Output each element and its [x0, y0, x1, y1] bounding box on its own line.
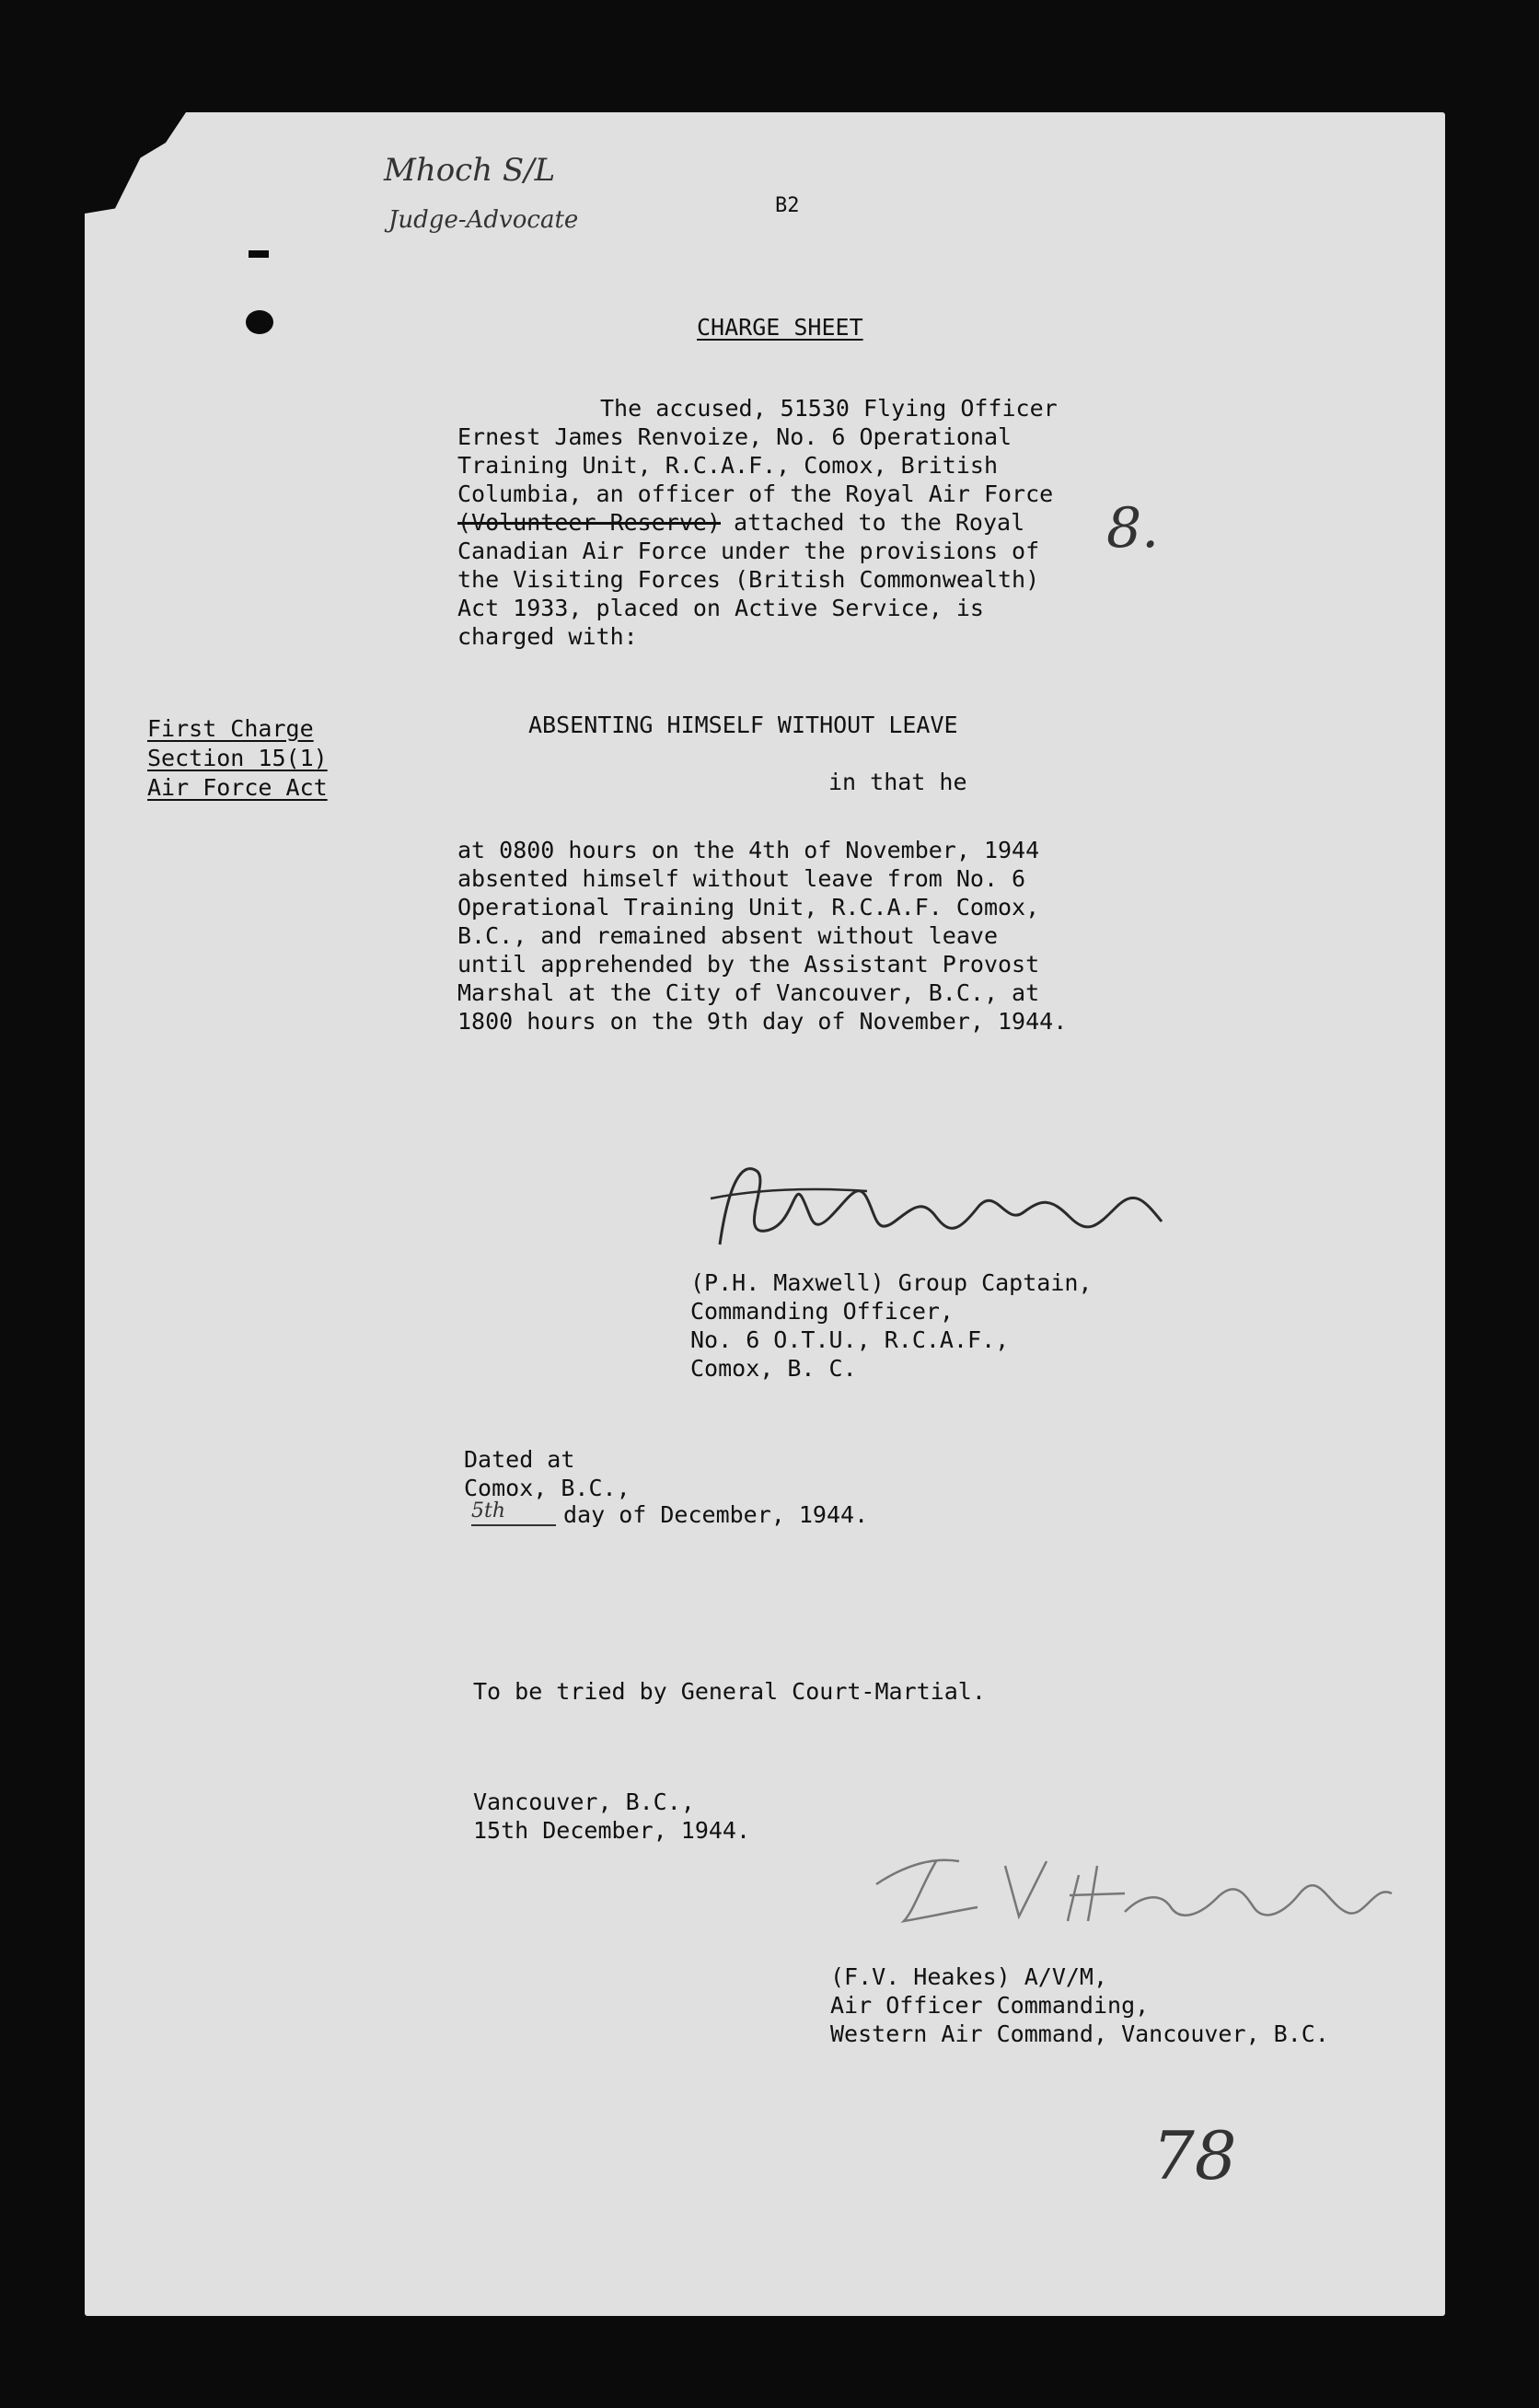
place-date-line: Vancouver, B.C., [473, 1789, 695, 1815]
co-line: Commanding Officer, [690, 1298, 954, 1325]
dated-line: Dated at [464, 1446, 575, 1473]
co-line: No. 6 O.T.U., R.C.A.F., [690, 1326, 1010, 1353]
charge-title: ABSENTING HIMSELF WITHOUT LEAVE [528, 712, 958, 738]
aoc-line: Air Officer Commanding, [830, 1992, 1150, 2019]
accused-line: The accused, 51530 Flying Officer [600, 395, 1058, 422]
handwritten-day: 5th [471, 1499, 556, 1526]
margin-label-line: Section 15(1) [147, 745, 328, 771]
dated-line: day of December, 1944. [563, 1501, 869, 1528]
aoc-line: (F.V. Heakes) A/V/M, [830, 1963, 1108, 1990]
heakes-signature [849, 1829, 1419, 1939]
accused-line: Ernest James Renvoize, No. 6 Operational [457, 423, 1012, 450]
accused-line: Act 1933, placed on Active Service, is [457, 595, 984, 621]
margin-label-line: Air Force Act [147, 774, 328, 801]
maxwell-signature [701, 1143, 1217, 1272]
co-line: Comox, B. C. [690, 1355, 857, 1382]
charge-sheet-page [85, 112, 1445, 2316]
document-title: CHARGE SHEET [697, 314, 863, 341]
particulars-line: Marshal at the City of Vancouver, B.C., at [457, 979, 1040, 1006]
margin-label-line: First Charge [147, 715, 314, 742]
place-date-line: 15th December, 1944. [473, 1817, 751, 1844]
accused-line: charged with: [457, 623, 638, 650]
dated-line: Comox, B.C., [464, 1475, 631, 1501]
in-that-he: in that he [828, 769, 967, 795]
aoc-line: Western Air Command, Vancouver, B.C. [830, 2020, 1329, 2047]
court-martial-order: To be tried by General Court-Martial. [473, 1678, 986, 1705]
accused-line: Canadian Air Force under the provisions of [457, 538, 1040, 564]
co-line: (P.H. Maxwell) Group Captain, [690, 1269, 1093, 1296]
struck-out-text: (Volunteer Reserve) [457, 509, 721, 536]
judge-advocate-role: Judge-Advocate [388, 206, 579, 234]
torn-corner [85, 112, 186, 214]
particulars-line: B.C., and remained absent without leave [457, 922, 998, 949]
judge-advocate-signature: Mhoch S/L [384, 152, 556, 189]
particulars-line: absented himself without leave from No. 6 [457, 865, 1026, 892]
particulars-line: Operational Training Unit, R.C.A.F. Comox, [457, 894, 1040, 920]
file-code: B2 [775, 194, 800, 217]
punch-hole [246, 310, 273, 334]
particulars-line: at 0800 hours on the 4th of November, 1944 [457, 837, 1040, 863]
accused-line: attached to the Royal [720, 509, 1025, 536]
particulars-line: until apprehended by the Assistant Provost [457, 951, 1040, 978]
accused-line: Columbia, an officer of the Royal Air Force [457, 480, 1054, 507]
handwritten-folio-number: 78 [1152, 2117, 1237, 2194]
staple-mark [249, 250, 269, 258]
accused-line: Training Unit, R.C.A.F., Comox, British [457, 452, 998, 479]
accused-line: the Visiting Forces (British Commonwealth) [457, 566, 1040, 593]
initial-mark: 8. [1106, 496, 1160, 561]
particulars-line: 1800 hours on the 9th day of November, 1944. [457, 1008, 1068, 1035]
